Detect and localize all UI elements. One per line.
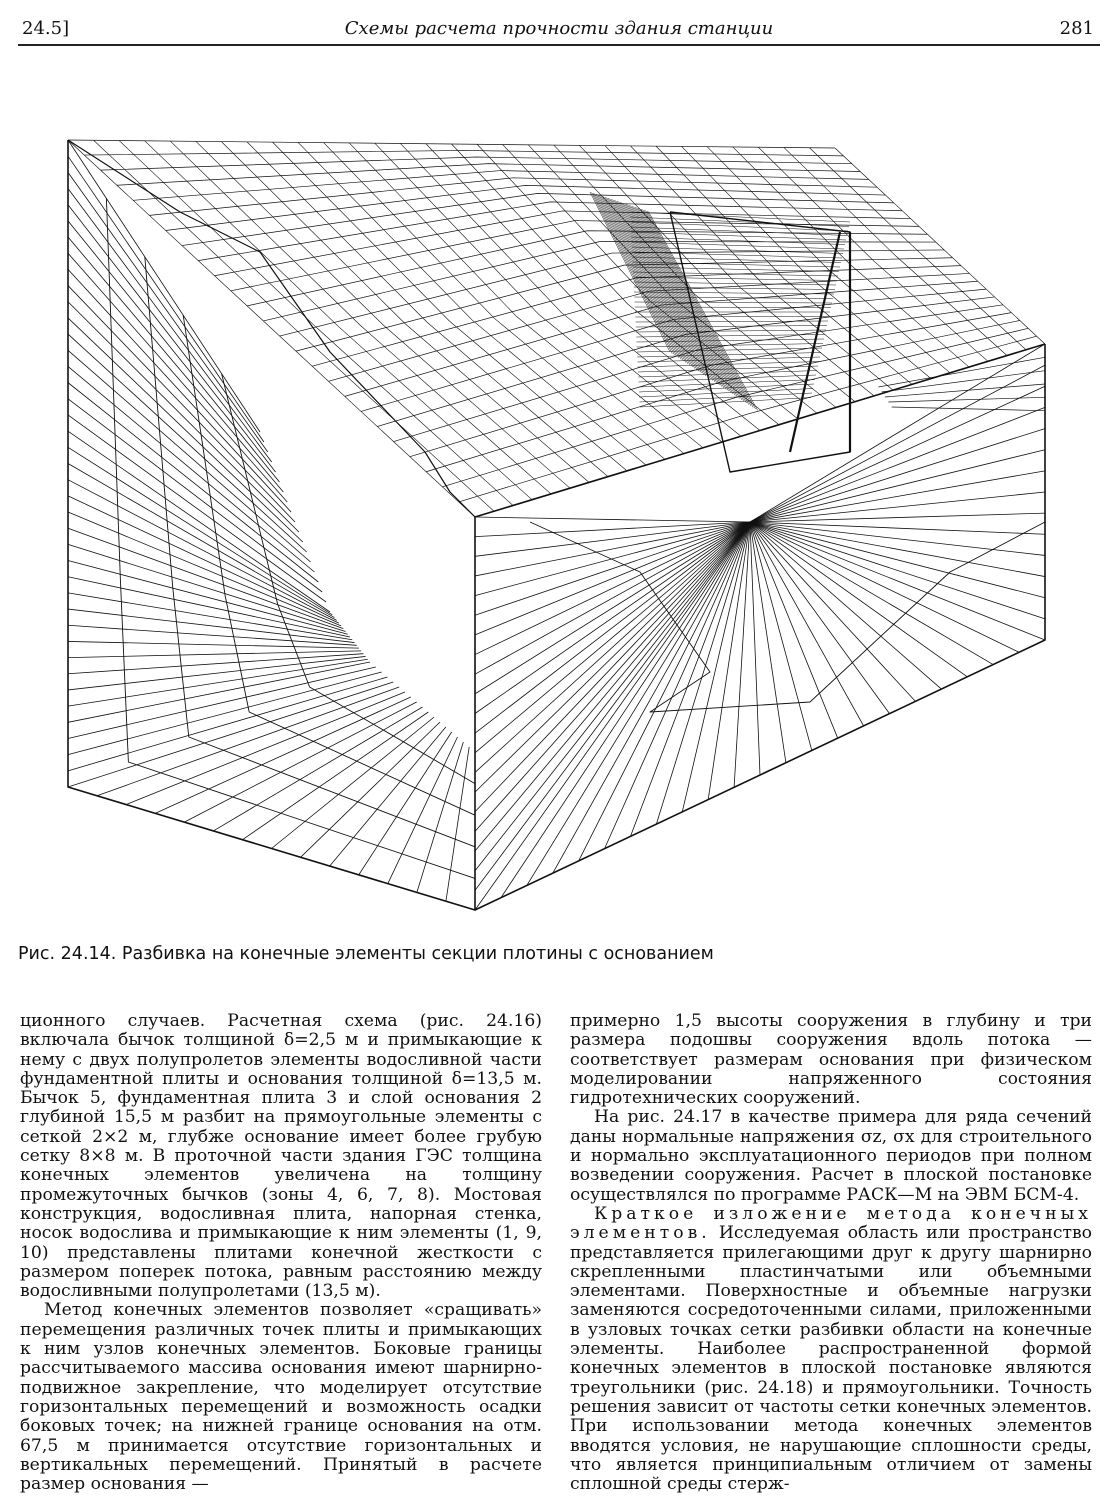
- finite-element-mesh-drawing: [30, 52, 1060, 932]
- page-number: 281: [1059, 18, 1094, 39]
- paragraph: ционного случаев. Расчетная схема (рис. 24.16) включала бычок толщиной δ=2,5 м и примыкающие к нему с двух полупролетов элементы водосливной части фундаментной плиты и основания толщиной δ=13,5 м. Бычок 5, фундаментная плита 3 и слой основания 2 глубиной 15,5 м разбит на прямоугольные элементы с сеткой 2×2 м, глубже основание имеет более грубую сетку 8×8 м. В проточной части здания ГЭС толщина конечных элементов увеличена на толщину промежуточных бычков (зоны 4, 6, 7, 8). Мостовая конструкция, водосливная плита, напорная стенка, носок водослива и примыкающие к ним элементы (1, 9, 10) представлены плитами конечной жесткости с размером поперек потока, равным расстоянию между водосливными полупролетами (13,5 м).: [20, 1011, 542, 1302]
- text-column-right: [570, 1012, 1092, 1494]
- running-head: [18, 14, 1100, 46]
- figure-caption: Рис. 24.14. Разбивка на конечные элементы секции плотины с основанием: [18, 944, 714, 964]
- text-column-left: [20, 1012, 542, 1494]
- paragraph-text: Исследуемая область или пространство представляется прилегающими друг к другу шарнирно скрепленными пластинчатыми или объемными элементами. Поверхностные и объемные нагрузки заменяются сосредоточенными силами, приложенными в узловых точках сетки разбивки области на конечные элементы. Наиболее распространенной формой конечных элементов в плоской постановке являются треугольники (рис. 24.18) и прямоугольники. Точность решения зависит от частоты сетки конечных элементов. При использовании метода конечных элементов вводятся условия, не нарушающие сплошности среды, что является принципиальным отличием от замены сплошной среды стерж-: [570, 1223, 1092, 1495]
- paragraph: [570, 1205, 1092, 1494]
- mesh-figure: [30, 52, 1060, 932]
- running-title: Схемы расчета прочности здания станции: [344, 18, 774, 39]
- paragraph: примерно 1,5 высоты сооружения в глубину и три размера подошвы сооружения вдоль потока — соответствует размерам основания при физическом моделировании напряженного состояния гидротехнических сооружений.: [570, 1011, 1092, 1109]
- section-number: 24.5]: [22, 18, 70, 39]
- paragraph: На рис. 24.17 в качестве примера для ряда сечений даны нормальные напряжения σz, σx для строительного и нормально эксплуатационного периодов при полном возведении сооружения. Расчет в плоской постановке осуществлялся по программе РАСК—М на ЭВМ БСМ-4.: [570, 1107, 1092, 1205]
- paragraph: Метод конечных элементов позволяет «сращивать» перемещения различных точек плиты и примыкающих к ним узлов конечных элементов. Боковые границы рассчитываемого массива основания имеют шарнирно-подвижное закрепление, что моделирует отсутствие горизонтальных перемещений и возможность осадки боковых точек; на нижней границе основания на отм. 67,5 м принимается отсутствие горизонтальных и вертикальных перемещений. Принятый в расчете размер основания —: [20, 1300, 542, 1495]
- run-in-heading: Краткое изложение метода конечных элементов.: [570, 1203, 1092, 1244]
